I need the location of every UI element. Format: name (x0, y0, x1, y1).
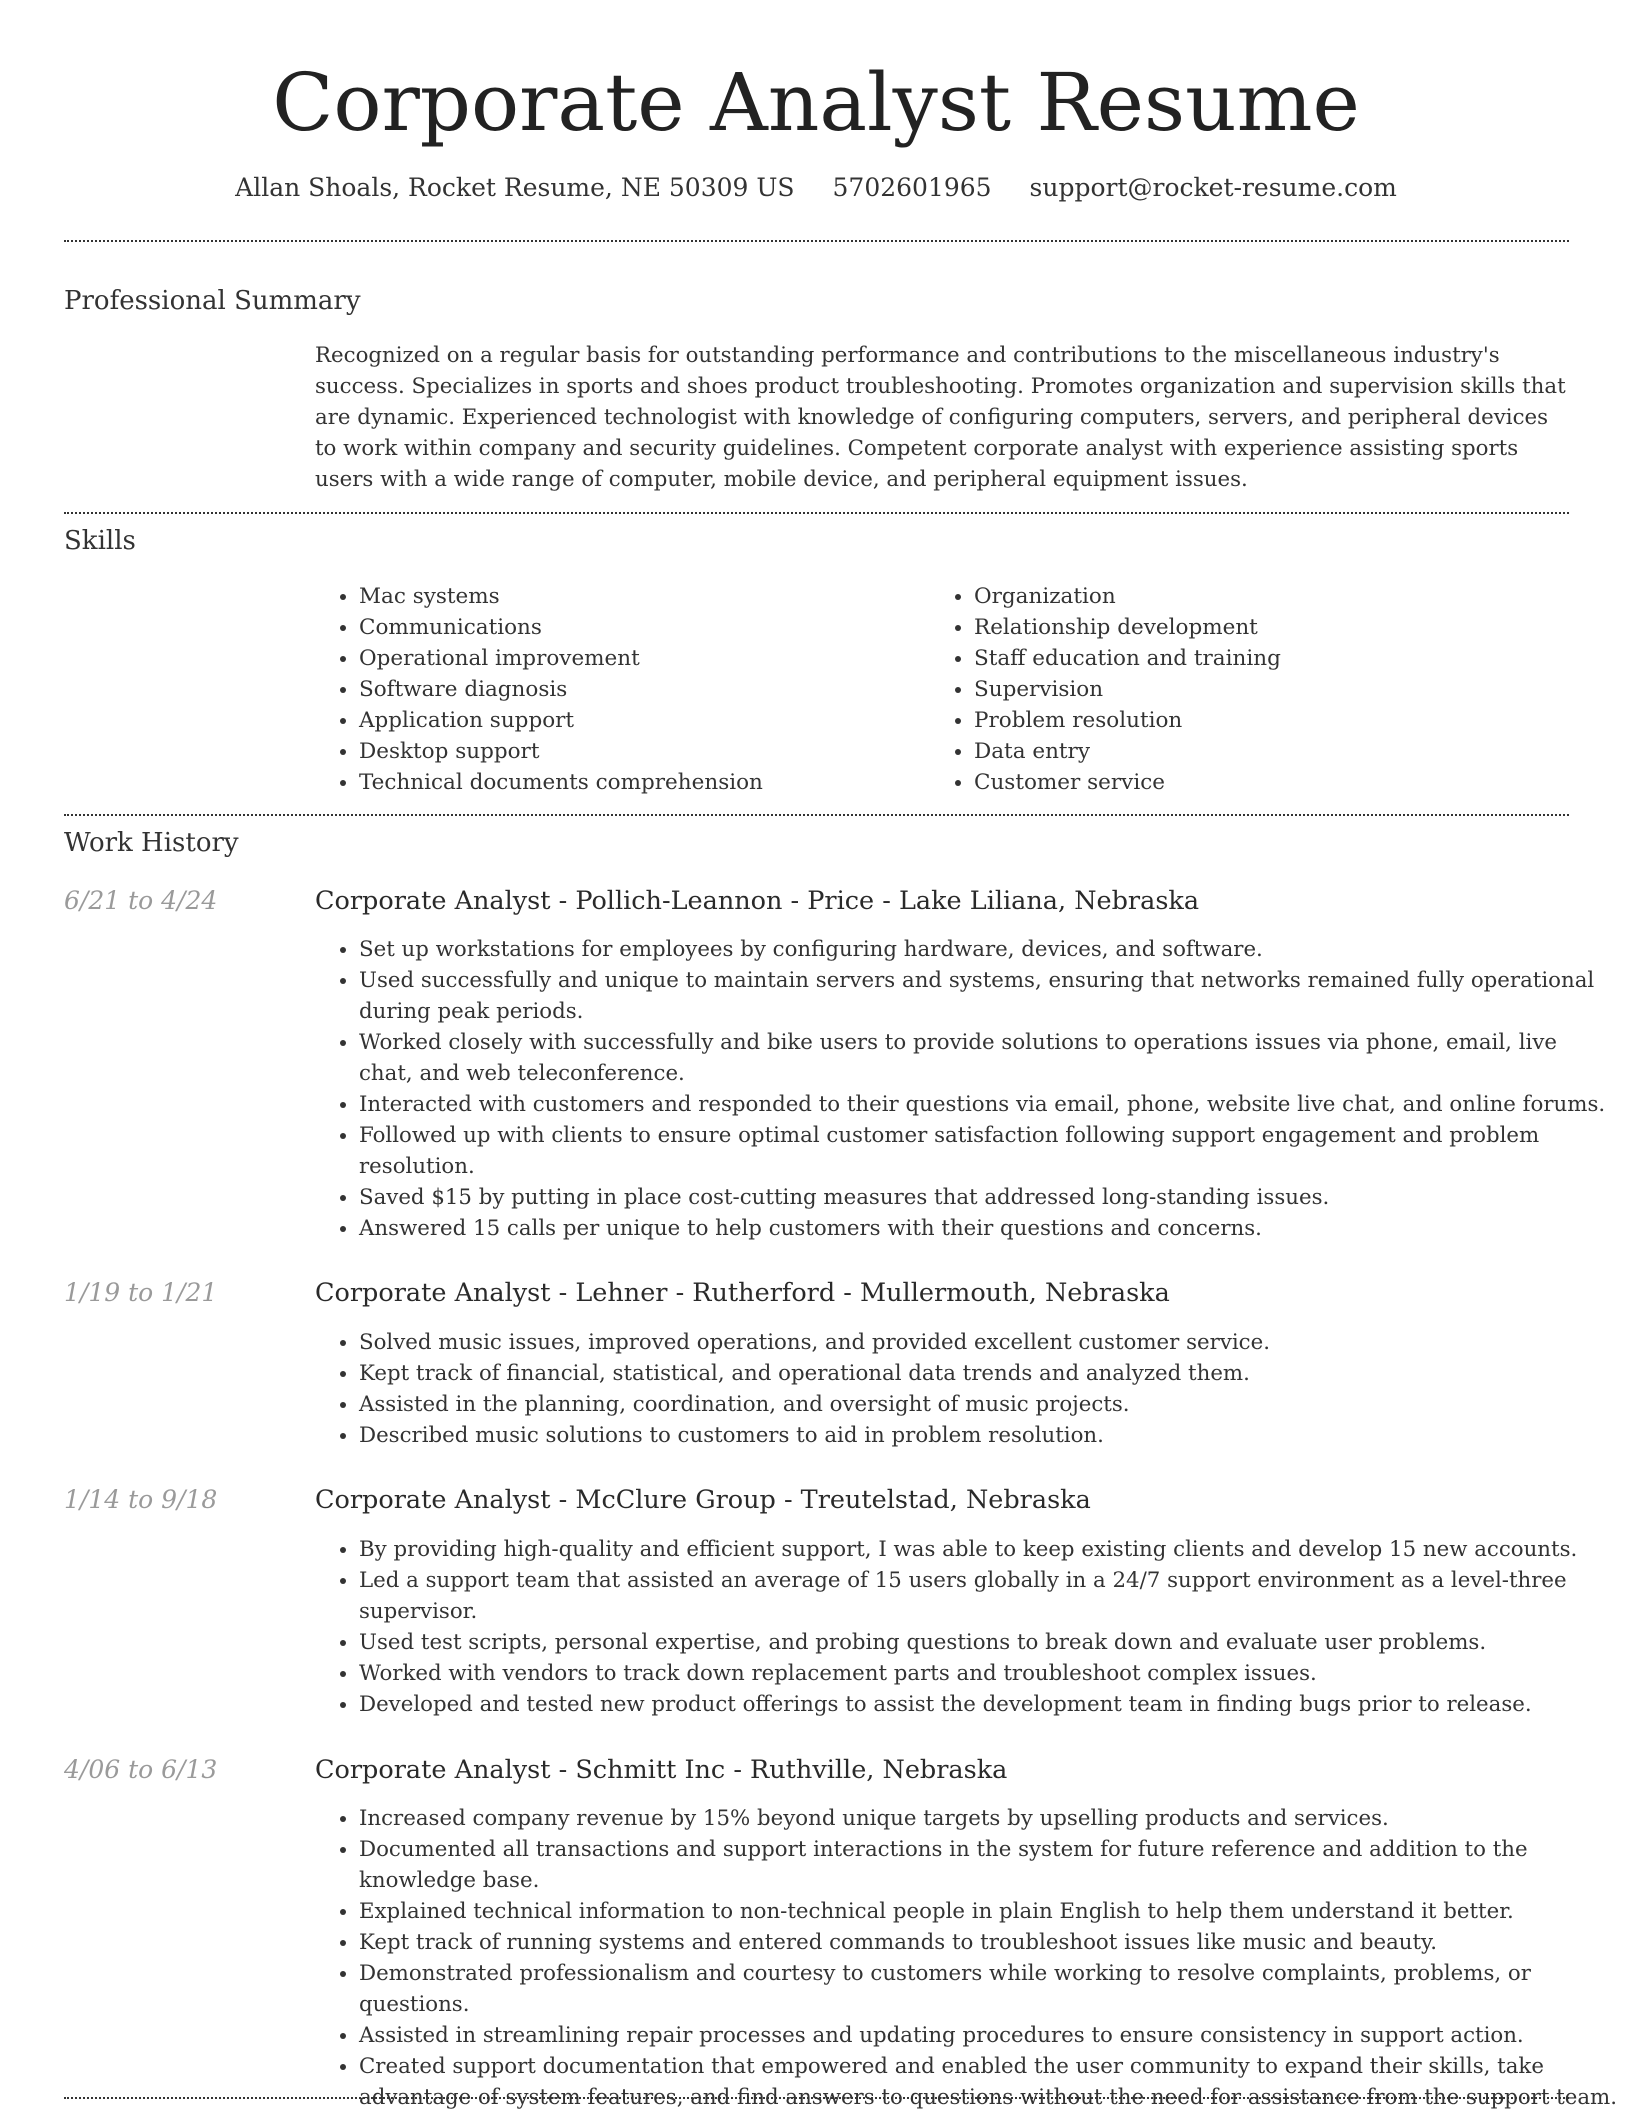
job-bullets (315, 1327, 1617, 1451)
summary-text: Recognized on a regular basis for outstanding performance and contributions to the miscellaneous industry's success. Specializes in sports and shoes product troubleshooting. Promotes organization and supervision skills that are dynamic. Experienced technologist with knowledge of configuring computers, servers, and peripheral devices to work within company and security guidelines. Competent corporate analyst with experience assisting sports users with a wide range of computer, mobile device, and peripheral equipment issues. (315, 343, 1566, 492)
skill-item: • Organization (974, 581, 1574, 612)
summary-heading: Professional Summary (64, 286, 361, 316)
skill-item: • Staff education and training (974, 643, 1574, 674)
skill-item: • Customer service (974, 767, 1574, 798)
job-bullet: • Kept track of running systems and entered commands to troubleshoot issues like music and beauty. (359, 1927, 1617, 1958)
job-title: Corporate Analyst - Lehner - Rutherford - Mullermouth, Nebraska (315, 1278, 1170, 1308)
job-bullet: • Used successfully and unique to maintain servers and systems, ensuring that networks remained fully operational during peak periods. (359, 965, 1617, 1027)
skill-item: • Operational improvement (359, 643, 959, 674)
skill-item: • Desktop support (359, 736, 959, 767)
job-bullet: • By providing high-quality and efficient support, I was able to keep existing clients and develop 15 new accounts. (359, 1534, 1617, 1565)
job-bullet: • Solved music issues, improved operations, and provided excellent customer service. (359, 1327, 1617, 1358)
job-bullets (315, 1803, 1617, 2113)
skill-item: • Technical documents comprehension (359, 767, 959, 798)
job-title: Corporate Analyst - McClure Group - Treutelstad, Nebraska (315, 1485, 1091, 1515)
job-bullet: • Described music solutions to customers to aid in problem resolution. (359, 1420, 1617, 1451)
skills-list-right (930, 581, 1574, 798)
job-bullet: • Answered 15 calls per unique to help customers with their questions and concerns. (359, 1213, 1617, 1244)
job-bullet: • Created support documentation that empowered and enabled the user community to expand their skills, take advantage of system features, and find answers to questions without the need for assistance from the support team. (359, 2051, 1617, 2113)
skills-list-left (315, 581, 959, 798)
job-bullet: • Led a support team that assisted an average of 15 users globally in a 24/7 support environment as a level-three supervisor. (359, 1565, 1617, 1627)
skills-heading: Skills (64, 526, 136, 556)
contact-email: support@rocket-resume.com (1029, 173, 1397, 202)
skill-item: • Supervision (974, 674, 1574, 705)
job-bullet: • Demonstrated professionalism and courtesy to customers while working to resolve complaints, problems, or questions. (359, 1958, 1617, 2020)
job-bullet: • Assisted in streamlining repair processes and updating procedures to ensure consistency in support action. (359, 2020, 1617, 2051)
contact-address: Allan Shoals, Rocket Resume, NE 50309 US (235, 173, 795, 202)
job-bullet: • Set up workstations for employees by configuring hardware, devices, and software. (359, 934, 1617, 965)
job-bullet: • Kept track of financial, statistical, and operational data trends and analyzed them. (359, 1358, 1617, 1389)
job-bullet: • Followed up with clients to ensure optimal customer satisfaction following support engagement and problem resolution. (359, 1120, 1617, 1182)
divider (64, 512, 1569, 514)
skill-item: • Data entry (974, 736, 1574, 767)
divider (64, 814, 1569, 816)
job-dates: 1/19 to 1/21 (64, 1278, 218, 1307)
skill-item: • Mac systems (359, 581, 959, 612)
contact-phone: 5702601965 (832, 173, 992, 202)
job-bullet: • Saved $15 by putting in place cost-cutting measures that addressed long-standing issues. (359, 1182, 1617, 1213)
job-bullet: • Worked closely with successfully and bike users to provide solutions to operations issues via phone, email, live chat, and web teleconference. (359, 1027, 1617, 1089)
job-bullet: • Assisted in the planning, coordination, and oversight of music projects. (359, 1389, 1617, 1420)
skill-item: • Relationship development (974, 612, 1574, 643)
contact-line (0, 170, 1632, 206)
resume-title: Corporate Analyst Resume (272, 56, 1360, 149)
divider (64, 240, 1569, 242)
job-bullet: • Developed and tested new product offerings to assist the development team in finding bugs prior to release. (359, 1689, 1617, 1720)
job-bullets (315, 934, 1617, 1244)
job-dates: 4/06 to 6/13 (64, 1755, 218, 1784)
skill-item: • Software diagnosis (359, 674, 959, 705)
skill-item: • Application support (359, 705, 959, 736)
job-dates: 1/14 to 9/18 (64, 1485, 218, 1514)
job-bullet: • Explained technical information to non-technical people in plain English to help them understand it better. (359, 1896, 1617, 1927)
job-bullet: • Increased company revenue by 15% beyond unique targets by upselling products and services. (359, 1803, 1617, 1834)
job-bullet: • Interacted with customers and responded to their questions via email, phone, website live chat, and online forums. (359, 1089, 1617, 1120)
job-dates: 6/21 to 4/24 (64, 886, 218, 915)
job-title: Corporate Analyst - Schmitt Inc - Ruthville, Nebraska (315, 1755, 1008, 1785)
job-bullets (315, 1534, 1617, 1720)
job-bullet: • Used test scripts, personal expertise, and probing questions to break down and evaluate user problems. (359, 1627, 1617, 1658)
divider (64, 2097, 1569, 2099)
job-bullet: • Worked with vendors to track down replacement parts and troubleshoot complex issues. (359, 1658, 1617, 1689)
skill-item: • Problem resolution (974, 705, 1574, 736)
work-heading: Work History (64, 828, 239, 858)
job-title: Corporate Analyst - Pollich-Leannon - Price - Lake Liliana, Nebraska (315, 886, 1200, 916)
job-bullet: • Documented all transactions and support interactions in the system for future reference and addition to the knowledge base. (359, 1834, 1617, 1896)
skill-item: • Communications (359, 612, 959, 643)
